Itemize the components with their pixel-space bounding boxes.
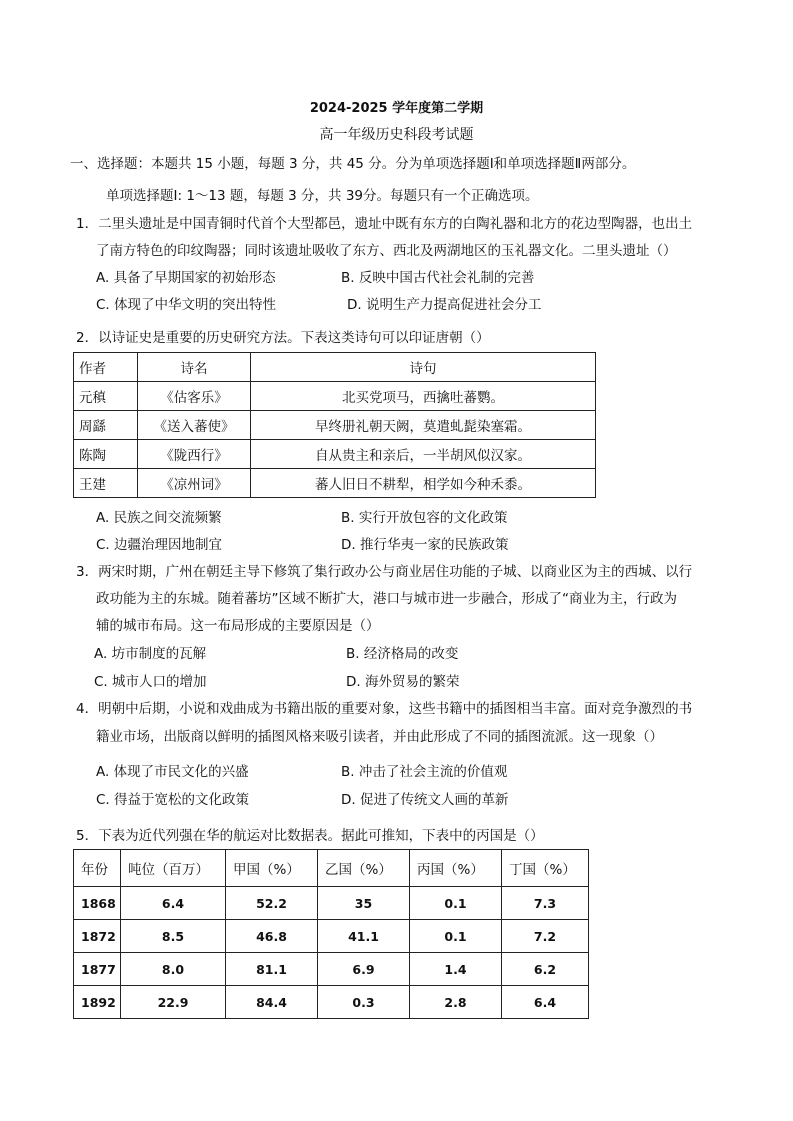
table-cell: 7.2 [502, 920, 589, 953]
table-cell: 46.8 [226, 920, 318, 953]
q2-option-a: A. 民族之间交流频繁 [96, 510, 222, 526]
table-cell: 《陇西行》 [138, 440, 251, 469]
table-cell: 6.9 [318, 953, 410, 986]
table-row [74, 887, 589, 920]
q5-stem: 5．下表为近代列强在华的航运对比数据表。据此可推知，下表中的丙国是（） [76, 828, 544, 844]
table-header-cell: 甲国（%） [226, 850, 318, 887]
table-header-cell: 丙国（%） [410, 850, 502, 887]
table-row [74, 986, 589, 1019]
table-header-cell: 丁国（%） [502, 850, 589, 887]
q1-option-d: D. 说明生产力提高促进社会分工 [347, 297, 542, 313]
q1-option-c: C. 体现了中华文明的突出特性 [96, 297, 277, 313]
table-cell: 6.4 [121, 887, 226, 920]
table-cell: 早终册礼朝天阙，莫遣虬髭染塞霜。 [251, 411, 596, 440]
year-title: 2024-2025 学年度第二学期 [309, 101, 484, 116]
table-cell: 2.8 [410, 986, 502, 1019]
q2-poetry-table [73, 352, 596, 498]
section-sub-intro: 单项选择题Ⅰ: 1～13 题，每题 3 分，共 39分。每题只有一个正确选项。 [106, 188, 539, 204]
table-cell: 《估客乐》 [138, 382, 251, 411]
q2-stem: 2．以诗证史是重要的历史研究方法。下表这类诗句可以印证唐朝（） [76, 330, 490, 346]
q1-option-b: B. 反映中国古代社会礼制的完善 [341, 270, 535, 286]
q2-option-c: C. 边疆治理因地制宜 [96, 537, 223, 553]
q1-stem-line2: 了南方特色的印纹陶器；同时该遗址吸收了东方、西北及两湖地区的玉礼器文化。二里头遗址（） [96, 243, 677, 259]
q4-stem-line2: 籍业市场，出版商以鲜明的插图风格来吸引读者，并由此形成了不同的插图流派。这一现象（） [96, 729, 663, 745]
q4-option-c: C. 得益于宽松的文化政策 [96, 792, 250, 808]
table-cell: 84.4 [226, 986, 318, 1019]
table-cell: 1868 [74, 887, 121, 920]
table-cell: 自从贵主和亲后，一半胡风似汉家。 [251, 440, 596, 469]
table-cell: 81.1 [226, 953, 318, 986]
table-cell: 1892 [74, 986, 121, 1019]
table-cell: 北买党项马，西擒吐蕃鹦。 [251, 382, 596, 411]
table-cell: 元稹 [74, 382, 138, 411]
table-header-row [74, 353, 596, 382]
table-cell: 22.9 [121, 986, 226, 1019]
table-cell: 6.4 [502, 986, 589, 1019]
table-cell: 0.1 [410, 887, 502, 920]
q4-option-b: B. 冲击了社会主流的价值观 [341, 764, 508, 780]
table-row [74, 440, 596, 469]
table-header-cell: 诗句 [251, 353, 596, 382]
exam-title: 高一年级历史科段考试题 [319, 127, 474, 143]
q3-stem-line3: 辅的城市布局。这一布局形成的主要原因是（） [96, 618, 380, 634]
table-cell: 35 [318, 887, 410, 920]
q1-stem-line1: 1．二里头遗址是中国青铜时代首个大型都邑，遗址中既有东方的白陶礼器和北方的花边型陶器，也出土 [76, 216, 693, 232]
table-row [74, 920, 589, 953]
section-intro: 一、选择题：本题共 15 小题，每题 3 分，共 45 分。分为单项选择题Ⅰ和单项选择题Ⅱ两部分。 [70, 156, 636, 172]
table-header-cell: 作者 [74, 353, 138, 382]
table-row [74, 953, 589, 986]
table-cell: 《凉州词》 [138, 469, 251, 498]
q3-option-b: B. 经济格局的改变 [346, 646, 459, 662]
q4-option-d: D. 促进了传统文人画的革新 [341, 792, 509, 808]
q3-option-c: C. 城市人口的增加 [94, 674, 207, 690]
q2-option-b: B. 实行开放包容的文化政策 [341, 510, 508, 526]
table-cell: 8.5 [121, 920, 226, 953]
table-row [74, 382, 596, 411]
table-cell: 王建 [74, 469, 138, 498]
q5-shipping-table [73, 849, 589, 1019]
q4-option-a: A. 体现了市民文化的兴盛 [96, 764, 249, 780]
table-cell: 8.0 [121, 953, 226, 986]
table-cell: 陈陶 [74, 440, 138, 469]
table-cell: 蕃人旧日不耕犁，相学如今种禾黍。 [251, 469, 596, 498]
q2-option-d: D. 推行华夷一家的民族政策 [341, 537, 509, 553]
table-row [74, 469, 596, 498]
table-header-cell: 乙国（%） [318, 850, 410, 887]
table-cell: 1872 [74, 920, 121, 953]
table-cell: 周繇 [74, 411, 138, 440]
table-cell: 1877 [74, 953, 121, 986]
table-cell: 《送入蕃使》 [138, 411, 251, 440]
table-header-row [74, 850, 589, 887]
table-cell: 6.2 [502, 953, 589, 986]
q3-stem-line1: 3．两宋时期，广州在朝廷主导下修筑了集行政办公与商业居住功能的子城、以商业区为主的西城、以行 [76, 564, 693, 580]
table-cell: 0.3 [318, 986, 410, 1019]
table-cell: 52.2 [226, 887, 318, 920]
table-header-cell: 吨位（百万） [121, 850, 226, 887]
table-cell: 1.4 [410, 953, 502, 986]
q3-option-d: D. 海外贸易的繁荣 [346, 674, 460, 690]
table-cell: 0.1 [410, 920, 502, 953]
q4-stem-line1: 4．明朝中后期，小说和戏曲成为书籍出版的重要对象，这些书籍中的插图相当丰富。面对竞争激烈的书 [76, 701, 693, 717]
table-header-cell: 年份 [74, 850, 121, 887]
q3-stem-line2: 政功能为主的东城。随着蕃坊”区域不断扩大，港口与城市进一步融合，形成了“商业为主，行政为 [96, 591, 677, 607]
table-row [74, 411, 596, 440]
q3-option-a: A. 坊市制度的瓦解 [94, 646, 207, 662]
table-cell: 41.1 [318, 920, 410, 953]
table-cell: 7.3 [502, 887, 589, 920]
table-header-cell: 诗名 [138, 353, 251, 382]
q1-option-a: A. 具备了早期国家的初始形态 [96, 270, 276, 286]
